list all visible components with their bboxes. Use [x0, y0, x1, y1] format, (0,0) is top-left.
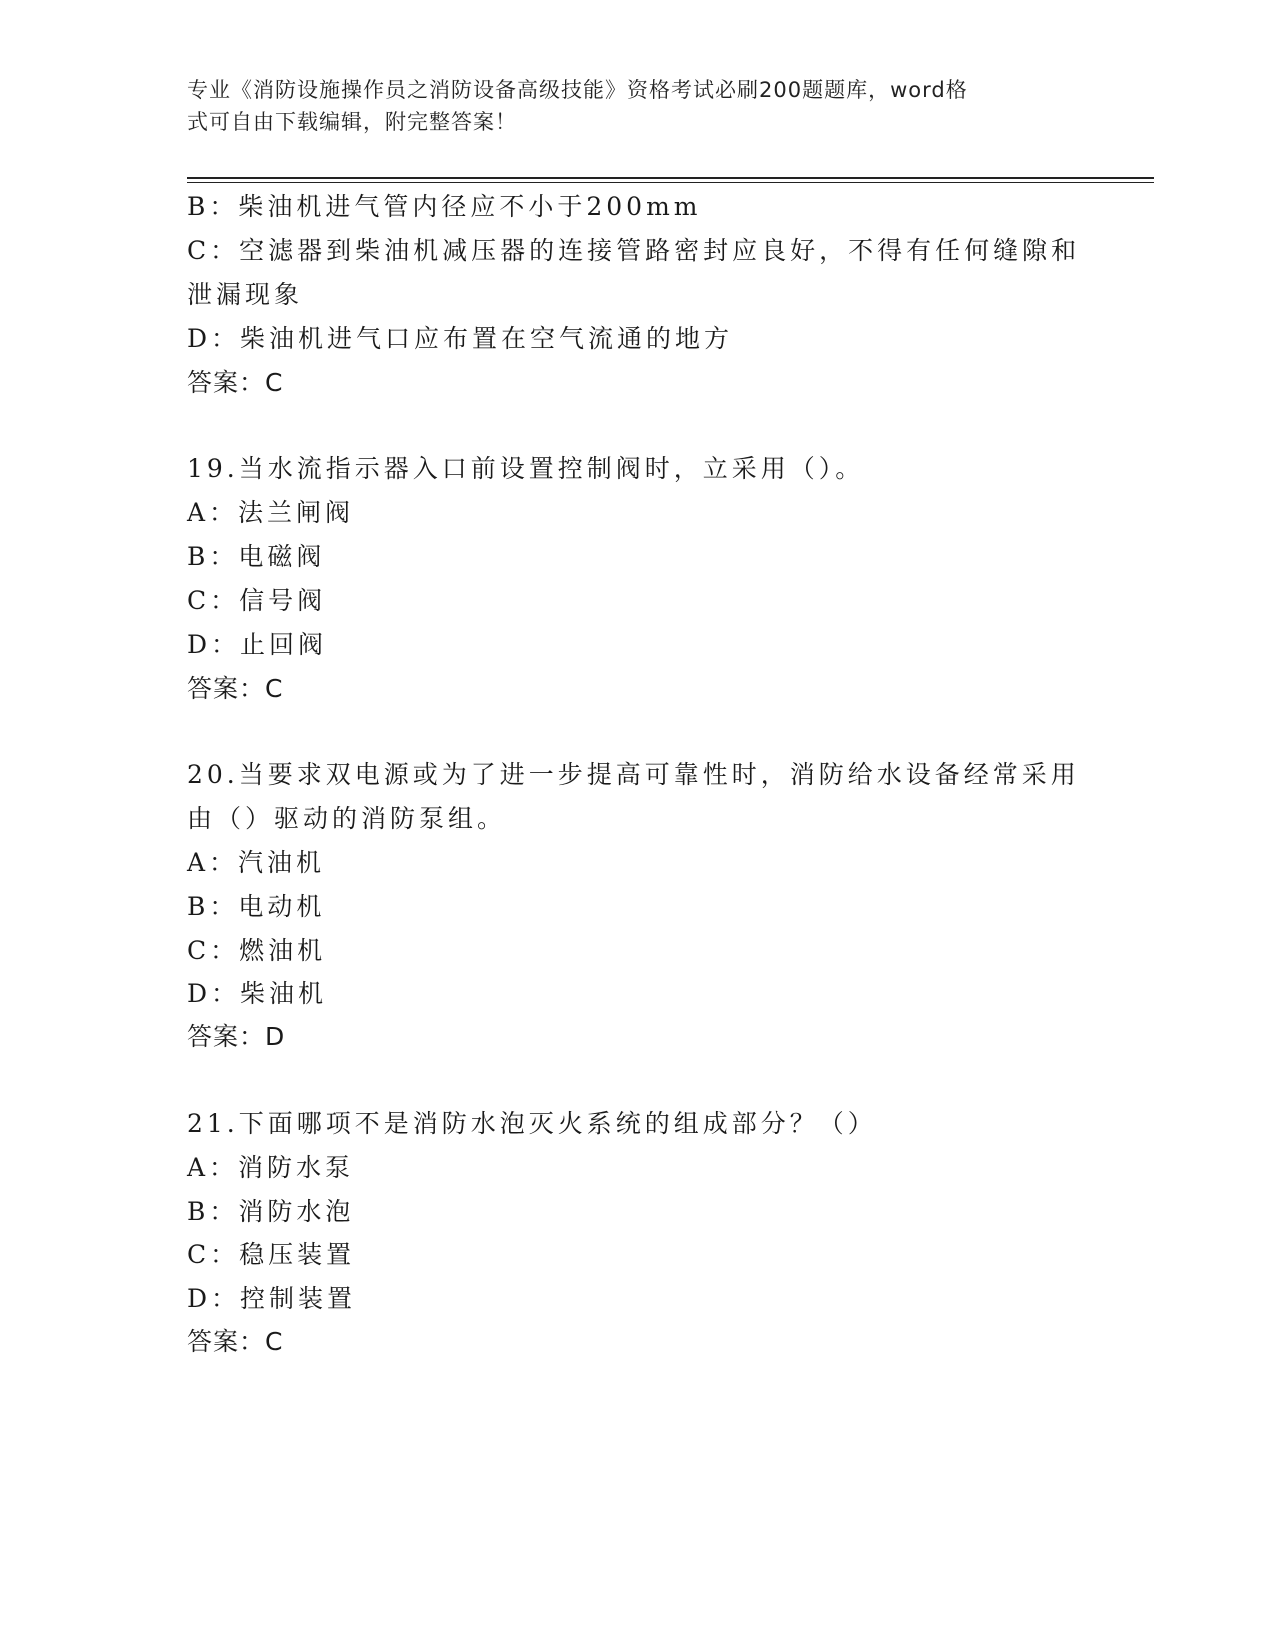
q20-answer: 答案：D: [187, 1022, 286, 1051]
header-line-1: 专业《消防设施操作员之消防设备高级技能》资格考试必刷200题题库，word格: [187, 78, 968, 102]
q21-option-a: A：消防水泵: [187, 1153, 355, 1182]
q18-option-c-line-1: C：空滤器到柴油机减压器的连接管路密封应良好，不得有任何缝隙和: [187, 236, 1081, 265]
header-divider-thin: [187, 182, 1154, 183]
q19-answer: 答案：C: [187, 674, 284, 703]
header-divider-thick: [187, 177, 1154, 179]
document-header: [187, 74, 1067, 138]
q21-answer: 答案：C: [187, 1327, 284, 1356]
q21-option-d: D：控制装置: [187, 1284, 357, 1313]
q19-option-d: D：止回阀: [187, 630, 328, 659]
q20-option-a: A：汽油机: [187, 848, 326, 877]
q18-option-d: D：柴油机进气口应布置在空气流通的地方: [187, 324, 734, 353]
q18-option-c-line-2: 泄漏现象: [187, 280, 304, 309]
header-line-2: 式可自由下载编辑，附完整答案！: [187, 110, 517, 134]
q18-answer: 答案：C: [187, 368, 284, 397]
q19-option-a: A：法兰闸阀: [187, 498, 355, 527]
q18-option-b: B：柴油机进气管内径应不小于200mm: [187, 192, 702, 221]
q21-question: 21.下面哪项不是消防水泡灭火系统的组成部分？（）: [187, 1109, 877, 1138]
q20-question-line-2: 由（）驱动的消防泵组。: [187, 804, 507, 833]
q19-option-c: C：信号阀: [187, 586, 327, 615]
q21-option-b: B：消防水泡: [187, 1197, 355, 1226]
q21-option-c: C：稳压装置: [187, 1240, 356, 1269]
q19-option-b: B：电磁阀: [187, 542, 326, 571]
q20-option-c: C：燃油机: [187, 936, 327, 965]
q19-question: 19.当水流指示器入口前设置控制阀时，立采用（）。: [187, 454, 865, 483]
q20-question-line-1: 20.当要求双电源或为了进一步提高可靠性时，消防给水设备经常采用: [187, 760, 1080, 789]
q20-option-d: D：柴油机: [187, 979, 328, 1008]
q20-option-b: B：电动机: [187, 892, 326, 921]
